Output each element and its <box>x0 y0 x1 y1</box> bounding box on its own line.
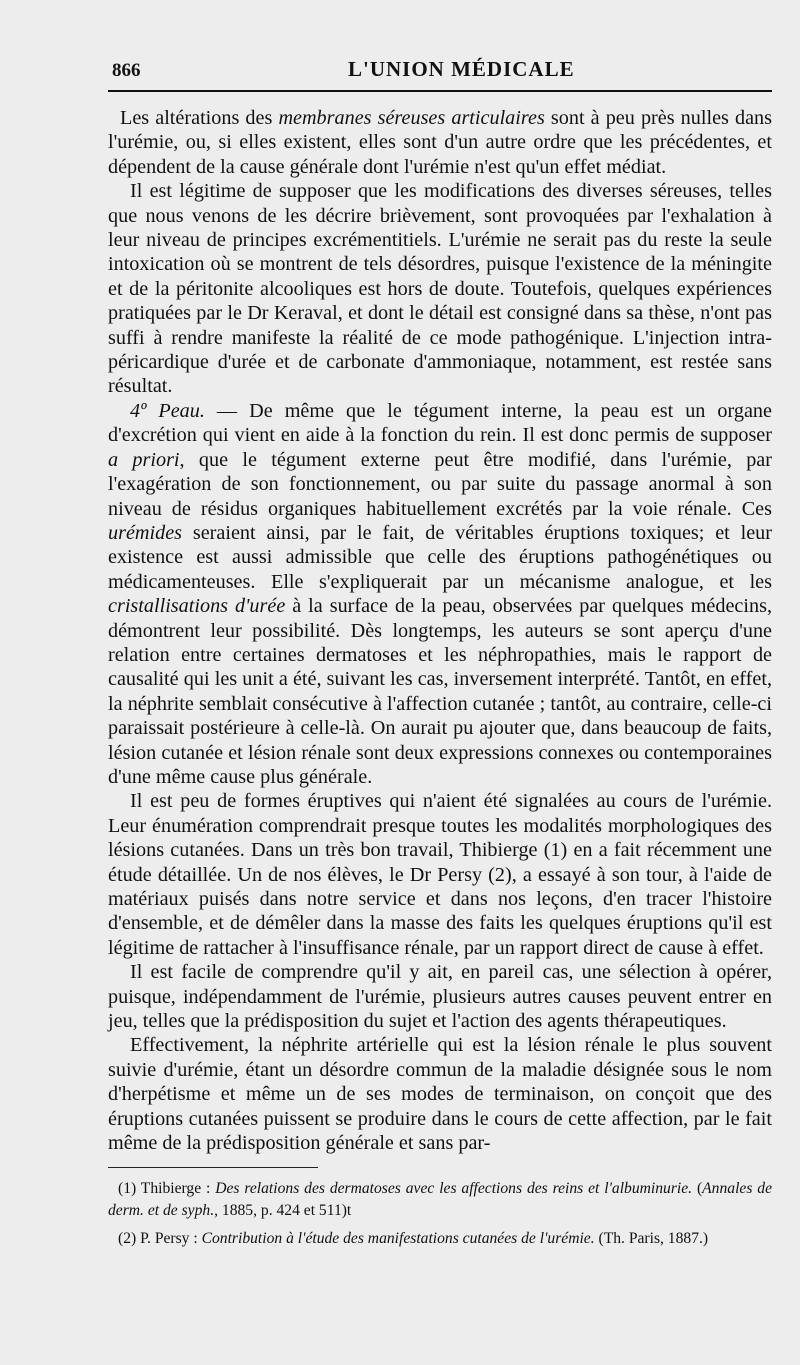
journal-title: L'UNION MÉDICALE <box>348 57 575 81</box>
text-run: ( <box>692 1180 703 1198</box>
text-run: sont à peu près nulles dans l'urémie, ou, si elles existent, elles sont d'un autre ordre que les précédentes, et dépendent de la cause générale dont l'urémie n'est qu'un effet médiat. <box>108 107 773 178</box>
paragraph-arterial-nephritis: Effectivement, la néphrite artérielle qui est la lésion rénale le plus souvent suivie d'urémie, étant un désordre commun de la maladie désignée sous le nom d'herpétisme et même un de ses modes de terminaison, on conçoit que des éruptions cutanées puissent se produire dans le cours de cette affection, par le fait même de la prédisposition générale et sans par- <box>108 1034 772 1155</box>
paragraph-serous-hypothesis: Il est légitime de supposer que les modifications des diverses séreuses, telles que nous venons de les décrire brièvement, sont provoquées par l'exhalation à leur niveau de principes excrémentitiels. L'urémie ne serait pas du reste la seule intoxication où se montrent de tels désordres, puisque l'existence de la méningite et de la péritonite alcooliques est hors de doute. Toutefois, quelques expériences pratiquées par le Dr Keraval, et dont le détail est consigné dans sa thèse, n'ont pas suffi à rendre manifeste la réalité de ce mode pathogénique. L'injection intra-péricardique d'urée et de carbonate d'ammoniaque, notamment, est restée sans résultat. <box>108 180 772 398</box>
text-run: , que le tégument externe peut être modifié, dans l'urémie, par l'exagération de son fonctionnement, ou par suite du passage anormal à son niveau de résidus organiques habituellement excrétés par la voie rénale. Ces <box>108 448 772 520</box>
text-run: seraient ainsi, par le fait, de véritables éruptions toxiques; et leur existence est aussi admissible que celle des éruptions pathogénétiques ou médicamenteuses. Elle s'expliquerait par un mécanisme analogue, et les <box>108 521 772 593</box>
text-run: Les altérations des <box>120 107 279 129</box>
italic-term: a priori <box>108 448 180 471</box>
text-run: (Th. Paris, 1887.) <box>594 1230 709 1248</box>
paragraph-articular-membranes <box>108 106 772 179</box>
footnote-source: Annales de derm. et de syph. <box>108 1180 773 1220</box>
page-number: 866 <box>112 60 141 81</box>
section-label: 4º Peau. <box>130 399 205 422</box>
text-run: à la surface de la peau, observées par quelques médecins, démontrent leur possibilité. Dès longtemps, les auteurs se sont aperçu d'une relation entre certaines dermatoses et les néphropathies, mais le rapport de causalité qui les unit a été, suivant les cas, inversement interprété. Tantôt, en effet, la néphrite semblait consécutive à l'affection cutanée ; tantôt, au contraire, celle-ci paraissait postérieure à celle-là. On aurait pu ajouter que, dans beaucoup de faits, lésion cutanée et lésion rénale sont deux expressions connexes ou contemporaines d'une même cause plus générale. <box>108 595 772 788</box>
italic-term: urémides <box>108 521 183 544</box>
footnote-marker: (2) P. Persy : <box>118 1230 202 1248</box>
text-run: , 1885, p. 424 et 511)t <box>214 1202 352 1220</box>
footnotes <box>108 1178 772 1250</box>
header-rule <box>108 90 772 92</box>
italic-term: cristallisations d'urée <box>108 595 286 618</box>
paragraph-selection: Il est facile de comprendre qu'il y ait, en pareil cas, une sélection à opérer, puisque, indépendamment de l'urémie, plusieurs autres causes peuvent entrer en jeu, telles que la prédisposition du sujet et l'action des agents thérapeutiques. <box>108 961 772 1033</box>
footnote-marker: (1) Thibierge : <box>118 1180 216 1198</box>
footnote-2 <box>108 1228 772 1250</box>
main-text <box>108 106 772 1155</box>
italic-term: membranes séreuses articulaires <box>278 107 545 129</box>
text-run: — De même que le tégument interne, la peau est un organe d'excrétion qui vient en aide à la fonction du rein. Il est donc permis de supposer <box>108 399 772 447</box>
paragraph-skin <box>108 399 772 790</box>
footnote-title: Contribution à l'étude des manifestations cutanées de l'urémie. <box>201 1230 595 1248</box>
footnote-rule <box>108 1167 318 1168</box>
paragraph-eruptive-forms: Il est peu de formes éruptives qui n'aient été signalées au cours de l'urémie. Leur énumération comprendrait presque toutes les modalités morphologiques des lésions cutanées. Dans un très bon travail, Thibierge (1) en a fait récemment une étude détaillée. Un de nos élèves, le Dr Persy (2), a essayé à son tour, à l'aide de matériaux puisés dans notre service et dans nos leçons, d'en tracer l'histoire d'ensemble, et de démêler dans la masse des faits les quelques éruptions qu'il est légitime de rattacher à l'insuffisance rénale, par un rapport direct de cause à effet. <box>108 790 772 959</box>
running-head <box>108 40 772 80</box>
footnote-1 <box>108 1178 772 1222</box>
footnote-title: Des relations des dermatoses avec les affections des reins et l'albuminurie. <box>215 1180 693 1198</box>
